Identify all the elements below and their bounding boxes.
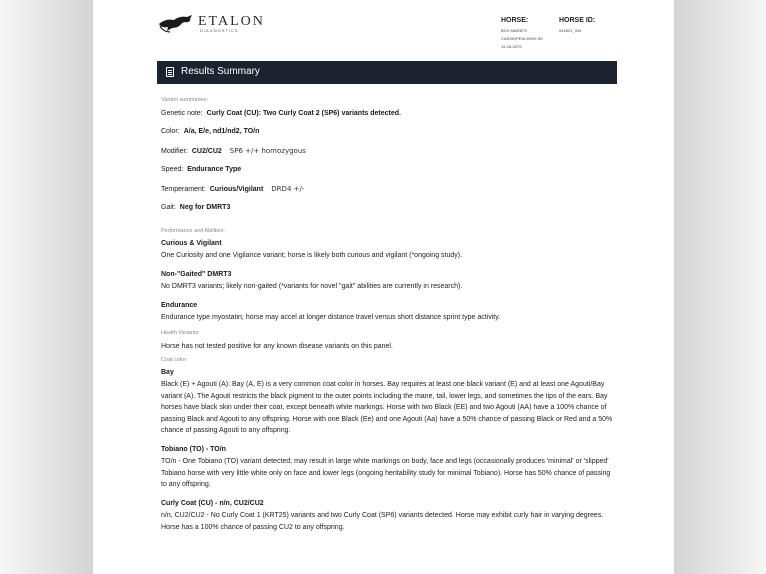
results-summary-bar (157, 61, 617, 84)
horse-label: HORSE: (501, 17, 529, 24)
left-shadow (0, 0, 93, 574)
horse-logo-icon (158, 14, 194, 34)
summary-row-gait: Gait: Neg for DMRT3 (161, 204, 231, 211)
summary-row-speed: Speed: Endurance Type (161, 166, 242, 173)
performance-label: Performance and Abilities: (161, 228, 225, 234)
coat-color-label: Coat color: (161, 357, 188, 363)
coat-text-tobiano: TO/n - One Tobiano (TO) variant detected; may result in large white markings on body, face and legs (occasionally produces 'minimal' or 'slipped' Tobiano horse with very little white only on face and lower legs (ongoing heritability study for minimal Tobiano). Horse has 50% chance of passing to any offspring. (161, 458, 611, 488)
health-variants-text: Horse has not tested positive for any known disease variants on this panel. (161, 343, 393, 350)
coat-heading-tobiano: Tobiano (TO) - TO/n (161, 446, 226, 453)
horse-name-line: CASSIOPEIA WISH SE (501, 36, 544, 41)
performance-heading: Curious & Vigilant (161, 240, 222, 247)
results-summary-title: Results Summary (181, 66, 260, 77)
brand-name: ETALON (198, 14, 265, 29)
right-shadow (674, 0, 766, 574)
performance-text: One Curiosity and one Vigilance variant; horse is likely both curious and vigilant (*ongoing study). (161, 252, 463, 259)
coat-heading-curly: Curly Coat (CU) - n/n, CU2/CU2 (161, 500, 264, 507)
coat-text-bay: Black (E) + Agouti (A): Bay (A, E) is a very common coat color in horses. Bay requires at least one black variant (E) and at least one Agouti/Bay variant (A). The Agouti restricts the black pigment to the outer points including the mane, tail, lower legs, and sometimes the tips of the ears. Bay horses have black skin under their coat, except beneath white markings. Horse with two Black (EE) and two Agouti (AA) have a 100% chance of passing Black and Agouti to any offspring. Horse with one Black (Ee) and one Agouti (Aa) have a 50% chance of passing Black or Red and a 50% chance of passing Agouti to any offspring. (161, 381, 613, 434)
performance-heading: Endurance (161, 302, 198, 309)
summary-row-modifier: Modifier: CU2/CU2 SP6 +/+ homozygous (161, 147, 306, 155)
coat-text-curly: n/n, CU2/CU2 - No Curly Coat 1 (KRT25) variants and two Curly Coat (SP6) variants detected. Horse may exhibit curly hair in varying degrees. Horse has a 100% chance of passing CU2 to any offspring. (161, 512, 604, 531)
horse-id-label: HORSE ID: (559, 17, 596, 24)
brand-subtitle: DIAGNOSTICS (200, 28, 239, 33)
performance-heading: Non-"Gaited" DMRT3 (161, 271, 232, 278)
horse-id-value: 041821_004 (559, 28, 582, 33)
document-icon (166, 67, 174, 77)
horse-name-line: BCH MARIE'S (501, 28, 527, 33)
performance-text: Endurance type myostatin; horse may accel at longer distance travel versus short distance sprint type activity. (161, 314, 501, 321)
summary-row-genetic-note: Genetic note: Curly Coat (CU): Two Curly Coat 2 (SP6) variants detected. (161, 110, 401, 117)
performance-text: No DMRT3 variants; likely non-gaited (*variants for novel "gait" abilities are currently in research). (161, 283, 463, 290)
coat-heading-bay: Bay (161, 369, 174, 376)
horse-reg-line: 19-18-0379 (501, 44, 522, 49)
summary-row-color: Color: A/a, E/e, nd1/nd2, TO/n (161, 128, 260, 135)
variant-summaries-label: Variant summaries: (161, 97, 208, 103)
health-variants-label: Health Variants: (161, 330, 200, 336)
summary-row-temperament: Temperament: Curious/Vigilant DRD4 +/- (161, 185, 305, 193)
